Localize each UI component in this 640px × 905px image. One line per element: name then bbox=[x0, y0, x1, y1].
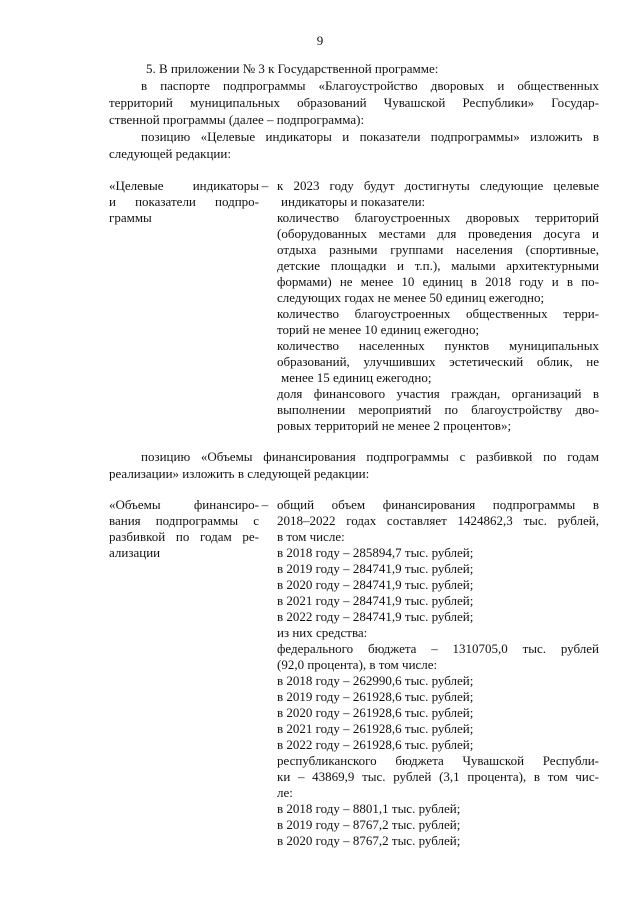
section2-line: в 2018 году – 8801,1 тыс. рублей; bbox=[277, 801, 461, 816]
section1-line: доля финансового участия граждан, организаций в bbox=[277, 386, 599, 401]
section2-label-line-2: вания подпрограммы с bbox=[109, 513, 259, 528]
section1-dash: – bbox=[261, 178, 269, 193]
section2-line: в 2019 году – 8767,2 тыс. рублей; bbox=[277, 817, 461, 832]
section2-line: в 2021 году – 261928,6 тыс. рублей; bbox=[277, 721, 474, 736]
section2-line: в 2020 году – 8767,2 тыс. рублей; bbox=[277, 833, 461, 848]
section2-label-line-3: разбивкой по годам ре- bbox=[109, 529, 259, 544]
passport-line-2: территорий муниципальных образований Чувашской Республики» Государ- bbox=[109, 95, 599, 110]
section1-line: количество населенных пунктов муниципальных bbox=[277, 338, 599, 353]
section2-line: в 2018 году – 285894,7 тыс. рублей; bbox=[277, 545, 474, 560]
section2-line: в том числе: bbox=[277, 529, 345, 544]
section1-line: количество благоустроенных общественных терри- bbox=[277, 306, 599, 321]
item-heading: 5. В приложении № 3 к Государственной программе: bbox=[146, 61, 439, 76]
section2-line: в 2019 году – 261928,6 тыс. рублей; bbox=[277, 689, 474, 704]
passport-line-1: в паспорте подпрограммы «Благоустройство дворовых и общественных bbox=[141, 78, 599, 93]
section2-line: в 2022 году – 261928,6 тыс. рублей; bbox=[277, 737, 474, 752]
section1-line: следующих годах не менее 50 единиц ежегодно; bbox=[277, 290, 545, 305]
section1-line: формами) не менее 10 единиц в 2018 году и в по- bbox=[277, 274, 599, 289]
section1-line: образований, улучшивших эстетический облик, не bbox=[277, 354, 599, 369]
section2-line: ле: bbox=[277, 785, 293, 800]
section2-label-line-1: «Объемы финансиро- bbox=[109, 497, 259, 512]
section2-line: из них средства: bbox=[277, 625, 368, 640]
section2-line: ки – 43869,9 тыс. рублей (3,1 процента), в том чис- bbox=[277, 769, 599, 784]
section2-line: в 2020 году – 284741,9 тыс. рублей; bbox=[277, 577, 474, 592]
section1-line: торий не менее 10 единиц ежегодно; bbox=[277, 322, 480, 337]
section1-line: количество благоустроенных дворовых территорий bbox=[277, 210, 599, 225]
section1-line: выполнении мероприятий по благоустройству дво- bbox=[277, 402, 599, 417]
position-line-2: следующей редакции: bbox=[109, 146, 231, 161]
section1-line: детские площадки и т.п.), малыми архитектурными bbox=[277, 258, 599, 273]
section1-label-line-1: «Целевые индикаторы bbox=[109, 178, 259, 193]
section1-line: к 2023 году будут достигнуты следующие целевые bbox=[277, 178, 599, 193]
section2-line: 2018–2022 годах составляет 1424862,3 тыс. рублей, bbox=[277, 513, 599, 528]
section1-line: индикаторы и показатели: bbox=[281, 194, 426, 209]
section2-line: в 2022 году – 284741,9 тыс. рублей; bbox=[277, 609, 474, 624]
section2-line: общий объем финансирования подпрограммы в bbox=[277, 497, 599, 512]
section2-line: в 2018 году – 262990,6 тыс. рублей; bbox=[277, 673, 474, 688]
section2-dash: – bbox=[261, 497, 269, 512]
section2-line: республиканского бюджета Чувашской Республи- bbox=[277, 753, 599, 768]
section1-line: (оборудованных местами для проведения досуга и bbox=[277, 226, 599, 241]
section2-line: в 2020 году – 261928,6 тыс. рублей; bbox=[277, 705, 474, 720]
section2-line: (92,0 процента), в том числе: bbox=[277, 657, 438, 672]
position2-line-2: реализации» изложить в следующей редакции: bbox=[109, 466, 370, 481]
section2-line: в 2019 году – 284741,9 тыс. рублей; bbox=[277, 561, 474, 576]
position2-line-1: позицию «Объемы финансирования подпрограммы с разбивкой по годам bbox=[141, 449, 599, 464]
section2-line: федерального бюджета – 1310705,0 тыс. рублей bbox=[277, 641, 599, 656]
passport-line-3: ственной программы (далее – подпрограмма): bbox=[109, 112, 365, 127]
section1-line: отдыха разными группами населения (спортивные, bbox=[277, 242, 599, 257]
page-number: 9 bbox=[316, 33, 324, 48]
position-line-1: позицию «Целевые индикаторы и показатели подпрограммы» изложить в bbox=[141, 129, 599, 144]
section2-line: в 2021 году – 284741,9 тыс. рублей; bbox=[277, 593, 474, 608]
section1-label-line-3: граммы bbox=[109, 210, 152, 225]
section1-line: менее 15 единиц ежегодно; bbox=[281, 370, 432, 385]
section1-line: ровых территорий не менее 2 процентов»; bbox=[277, 418, 512, 433]
section2-label-line-4: ализации bbox=[109, 545, 161, 560]
section1-label-line-2: и показатели подпро- bbox=[109, 194, 259, 209]
